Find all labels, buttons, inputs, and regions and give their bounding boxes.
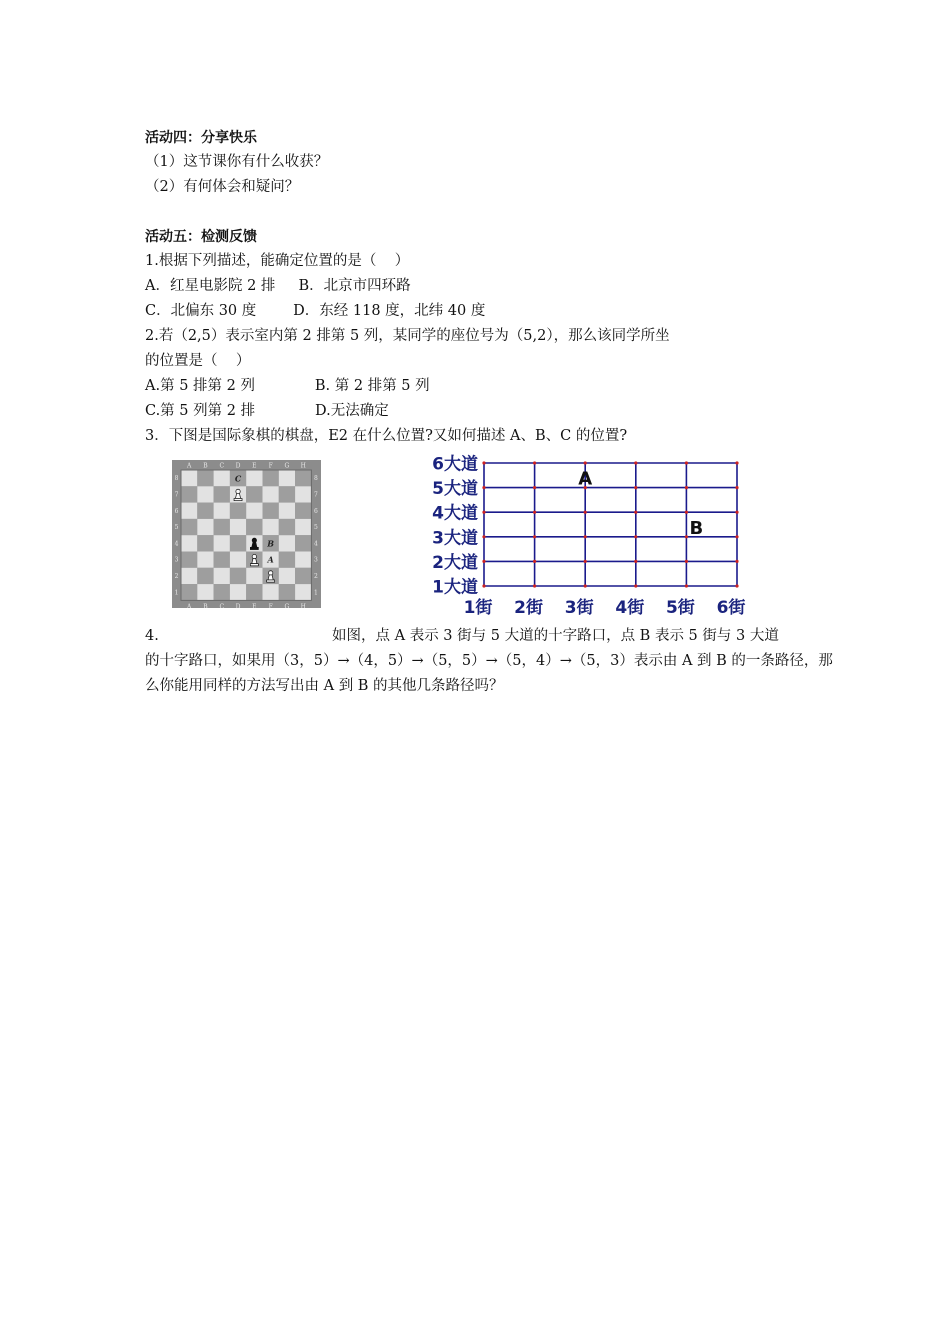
- file-label-bottom: C: [219, 603, 225, 608]
- rank-label-left: 8: [174, 475, 179, 483]
- intersection-dot: [634, 511, 637, 514]
- board-square: [263, 503, 279, 519]
- board-square: [295, 503, 311, 519]
- rank-label-left: 4: [174, 540, 179, 548]
- intersection-dot: [482, 560, 485, 563]
- intersection-dot: [735, 560, 738, 563]
- file-label-top: C: [219, 462, 225, 470]
- board-square: [197, 486, 213, 502]
- rank-label-right: 8: [313, 475, 318, 483]
- file-label-bottom: E: [252, 603, 257, 608]
- avenue-label: 2大道: [432, 552, 478, 573]
- avenue-label: 6大道: [432, 454, 478, 475]
- problem2-options-1: A.第 5 排第 2 列 B. 第 2 排第 5 列: [145, 378, 430, 394]
- board-square: [279, 503, 295, 519]
- rank-label-left: 2: [174, 572, 179, 580]
- intersection-dot: [482, 461, 485, 464]
- board-square: [279, 486, 295, 502]
- label-a: A: [267, 554, 274, 565]
- intersection-dot: [735, 535, 738, 538]
- file-label-top: F: [268, 462, 273, 470]
- chessboard-svg: [172, 460, 321, 608]
- board-square: [197, 552, 213, 568]
- rank-label-left: 7: [174, 491, 179, 499]
- problem2-options-2: C.第 5 列第 2 排 D.无法确定: [145, 403, 389, 419]
- point-a-label: A: [578, 468, 593, 490]
- intersection-dot: [584, 560, 587, 563]
- board-square: [295, 552, 311, 568]
- rank-label-right: 1: [313, 589, 318, 597]
- board-square: [181, 519, 197, 535]
- rank-label-right: 7: [313, 491, 318, 499]
- intersection-dot: [735, 584, 738, 587]
- board-square: [214, 519, 230, 535]
- street-grid-svg: [422, 452, 762, 624]
- board-square: [214, 535, 230, 551]
- street-grid-figure: [422, 452, 762, 624]
- intersection-dot: [735, 511, 738, 514]
- board-square: [295, 486, 311, 502]
- intersection-dot: [735, 461, 738, 464]
- file-label-bottom: D: [235, 603, 241, 608]
- board-square: [230, 503, 246, 519]
- board-square: [246, 519, 262, 535]
- pawn-base: [234, 498, 242, 500]
- chessboard-figure: [172, 460, 321, 608]
- file-label-bottom: B: [203, 603, 208, 608]
- board-square: [279, 568, 295, 584]
- pawn-head: [252, 554, 256, 558]
- intersection-dot: [482, 486, 485, 489]
- intersection-dot: [634, 486, 637, 489]
- activity5-heading: 活动五：检测反馈: [145, 229, 257, 245]
- problem4-text-3: 么你能用同样的方法写出由 A 到 B 的其他几条路径吗？: [145, 678, 504, 694]
- board-square: [197, 470, 213, 486]
- intersection-dot: [533, 560, 536, 563]
- avenue-label: 5大道: [432, 479, 478, 500]
- intersection-dot: [685, 486, 688, 489]
- rank-label-right: 2: [313, 572, 318, 580]
- street-label: 1街: [463, 598, 493, 618]
- street-label: 3街: [564, 598, 594, 618]
- board-square: [263, 486, 279, 502]
- file-label-bottom: F: [268, 603, 273, 608]
- board-square: [279, 552, 295, 568]
- problem1-options-1: A．红星电影院 2 排 B．北京市四环路: [145, 278, 411, 294]
- street-label: 4街: [615, 598, 645, 618]
- problem2-question-1: 2.若（2,5）表示室内第 2 排第 5 列，某同学的座位号为（5,2），那么该同学所坐: [145, 328, 670, 344]
- board-square: [279, 519, 295, 535]
- pawn-base: [267, 580, 275, 582]
- pawn-body: [235, 493, 240, 498]
- board-square: [246, 486, 262, 502]
- intersection-dot: [685, 560, 688, 563]
- intersection-dot: [634, 560, 637, 563]
- board-square: [295, 535, 311, 551]
- rank-label-right: 5: [313, 524, 318, 532]
- problem3-question: 3．下图是国际象棋的棋盘，E2 在什么位置?又如何描述 A、B、C 的位置?: [145, 428, 628, 444]
- board-square: [263, 470, 279, 486]
- activity4-question-2: （2）有何体会和疑问？: [145, 179, 300, 195]
- problem1-options-2: C．北偏东 30 度 D．东经 118 度，北纬 40 度: [145, 303, 486, 319]
- problem2-question-2: 的位置是（ ）: [145, 353, 251, 369]
- problem4-text-1: 如图，点 A 表示 3 街与 5 大道的十字路口，点 B 表示 5 街与 3 大道: [332, 628, 779, 644]
- street-label: 6街: [716, 598, 746, 618]
- file-label-bottom: H: [300, 603, 306, 608]
- intersection-dot: [482, 535, 485, 538]
- rank-label-right: 4: [313, 540, 318, 548]
- board-square: [214, 584, 230, 600]
- intersection-dot: [634, 461, 637, 464]
- file-label-top: A: [186, 462, 192, 470]
- street-label: 5街: [665, 598, 695, 618]
- board-square: [214, 552, 230, 568]
- rank-label-left: 3: [174, 556, 179, 564]
- board-square: [279, 535, 295, 551]
- intersection-dot: [685, 535, 688, 538]
- file-label-top: D: [235, 462, 241, 470]
- board-square: [230, 568, 246, 584]
- board-square: [197, 584, 213, 600]
- board-square: [181, 568, 197, 584]
- problem4-number: 4.: [145, 628, 159, 644]
- board-square: [181, 486, 197, 502]
- board-square: [197, 519, 213, 535]
- file-label-top: G: [284, 462, 290, 470]
- intersection-dot: [584, 535, 587, 538]
- intersection-dot: [533, 535, 536, 538]
- point-b-label: B: [689, 517, 704, 539]
- problem4-text-2: 的十字路口，如果用（3，5）→（4，5）→（5，5）→（5，4）→（5，3）表示由 A 到 B 的一条路径，那: [145, 653, 833, 669]
- board-square: [295, 584, 311, 600]
- file-label-top: B: [203, 462, 208, 470]
- file-label-top: E: [252, 462, 257, 470]
- board-square: [246, 568, 262, 584]
- pawn-body: [252, 542, 257, 547]
- label-c: C: [234, 473, 242, 484]
- board-square: [230, 519, 246, 535]
- intersection-dot: [685, 461, 688, 464]
- pawn-body: [252, 559, 257, 564]
- intersection-dot: [685, 511, 688, 514]
- intersection-dot: [533, 486, 536, 489]
- board-square: [197, 568, 213, 584]
- intersection-dot: [584, 584, 587, 587]
- pawn-head: [252, 538, 256, 542]
- board-square: [214, 568, 230, 584]
- board-square: [214, 503, 230, 519]
- board-square: [295, 519, 311, 535]
- pawn-body: [268, 575, 273, 580]
- board-square: [230, 535, 246, 551]
- activity4-question-1: （1）这节课你有什么收获？: [145, 154, 329, 170]
- board-square: [263, 519, 279, 535]
- board-square: [181, 503, 197, 519]
- intersection-dot: [533, 584, 536, 587]
- board-square: [197, 503, 213, 519]
- intersection-dot: [634, 535, 637, 538]
- rank-label-left: 6: [174, 507, 179, 515]
- board-square: [263, 584, 279, 600]
- board-square: [295, 568, 311, 584]
- avenue-label: 1大道: [432, 577, 478, 598]
- board-square: [181, 535, 197, 551]
- board-square: [181, 470, 197, 486]
- file-label-top: H: [300, 462, 306, 470]
- board-square: [295, 470, 311, 486]
- file-label-bottom: G: [284, 603, 290, 608]
- intersection-dot: [533, 461, 536, 464]
- pawn-base: [250, 547, 258, 549]
- board-square: [214, 486, 230, 502]
- pawn-base: [250, 564, 258, 566]
- rank-label-right: 6: [313, 507, 318, 515]
- rank-label-right: 3: [313, 556, 318, 564]
- board-square: [197, 535, 213, 551]
- board-square: [246, 584, 262, 600]
- board-square: [230, 584, 246, 600]
- pawn-head: [268, 571, 272, 575]
- board-square: [279, 584, 295, 600]
- intersection-dot: [735, 486, 738, 489]
- rank-label-left: 5: [174, 524, 179, 532]
- avenue-label: 4大道: [432, 503, 478, 524]
- intersection-dot: [533, 511, 536, 514]
- intersection-dot: [482, 511, 485, 514]
- rank-label-left: 1: [174, 589, 179, 597]
- activity4-heading: 活动四：分享快乐: [145, 130, 257, 146]
- board-square: [246, 503, 262, 519]
- label-b: B: [267, 538, 275, 549]
- intersection-dot: [584, 511, 587, 514]
- board-square: [246, 470, 262, 486]
- board-square: [214, 470, 230, 486]
- street-label: 2街: [514, 598, 544, 618]
- intersection-dot: [584, 461, 587, 464]
- file-label-bottom: A: [186, 603, 192, 608]
- avenue-label: 3大道: [432, 528, 478, 549]
- pawn-head: [236, 489, 240, 493]
- board-square: [181, 584, 197, 600]
- intersection-dot: [685, 584, 688, 587]
- intersection-dot: [634, 584, 637, 587]
- problem1-question: 1.根据下列描述，能确定位置的是（ ）: [145, 253, 410, 269]
- board-square: [181, 552, 197, 568]
- board-square: [279, 470, 295, 486]
- intersection-dot: [482, 584, 485, 587]
- board-square: [230, 552, 246, 568]
